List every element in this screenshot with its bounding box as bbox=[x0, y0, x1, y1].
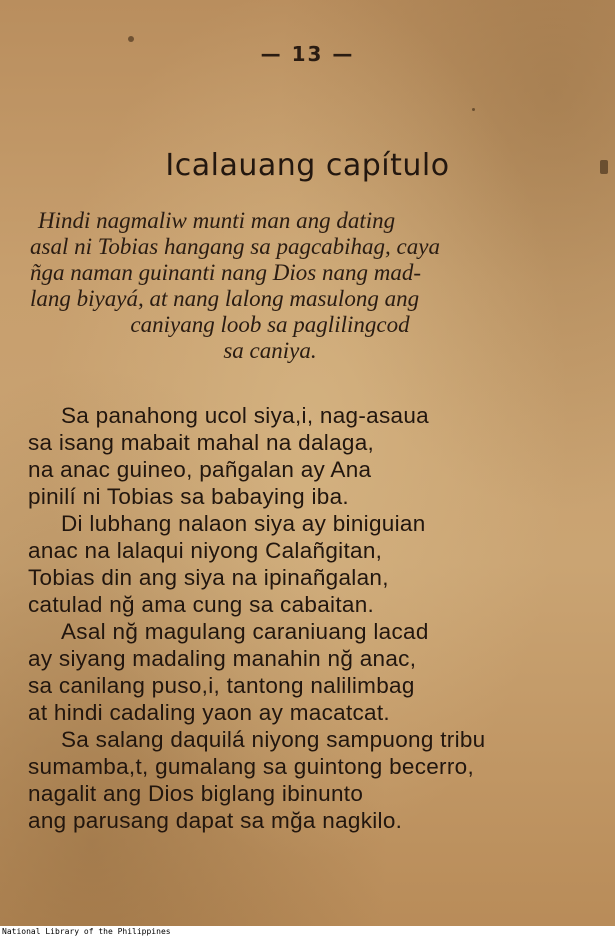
verse-line: catulad nğ ama cung sa cabaitan. bbox=[28, 592, 375, 617]
verse-line: ay siyang madaling manahin nğ anac, bbox=[28, 646, 417, 671]
summary-line: sa caniya. bbox=[223, 338, 317, 363]
verse-line: sa canilang puso,i, tantong nalilimbag bbox=[28, 673, 415, 698]
verse-line: nagalit ang Dios biglang ibinunto bbox=[28, 781, 364, 806]
verse-line: na anac guineo, pañgalan ay Ana bbox=[28, 457, 372, 482]
verse-line: sumamba,t, gumalang sa guintong becerro, bbox=[28, 754, 475, 779]
verse-line: Asal nğ magulang caraniuang lacad bbox=[61, 619, 429, 644]
summary-line: Hindi nagmaliw munti man ang dating bbox=[38, 208, 396, 233]
chapter-summary bbox=[30, 208, 550, 364]
paper-speck bbox=[472, 108, 475, 111]
verse-line: pinilí ni Tobias sa babaying iba. bbox=[28, 484, 349, 509]
footer-credit: National Library of the Philippines bbox=[0, 926, 615, 938]
verse-line: anac na lalaqui niyong Calañgitan, bbox=[28, 538, 383, 563]
summary-line: asal ni Tobias hangang sa pagcabihag, caya bbox=[30, 234, 440, 259]
page-number: — 13 — bbox=[260, 42, 355, 66]
chapter-title: Icalauang capítulo bbox=[165, 148, 450, 183]
summary-line: lang biyayá, at nang lalong masulong ang bbox=[30, 286, 420, 311]
summary-line: caniyang loob sa paglilingcod bbox=[130, 312, 410, 337]
verse-line: Tobias din ang siya na ipinañgalan, bbox=[28, 565, 389, 590]
verse-line: at hindi cadaling yaon ay macatcat. bbox=[28, 700, 390, 725]
verse-line: sa isang mabait mahal na dalaga, bbox=[28, 430, 375, 455]
verse-body bbox=[28, 402, 588, 834]
verse-line: ang parusang dapat sa mğa nagkilo. bbox=[28, 808, 403, 833]
verse-line: Di lubhang nalaon siya ay biniguian bbox=[61, 511, 426, 536]
summary-line: ñga naman guinanti nang Dios nang mad- bbox=[30, 260, 421, 285]
verse-line: Sa salang daquilá niyong sampuong tribu bbox=[61, 727, 486, 752]
verse-line: Sa panahong ucol siya,i, nag-asaua bbox=[61, 403, 429, 428]
